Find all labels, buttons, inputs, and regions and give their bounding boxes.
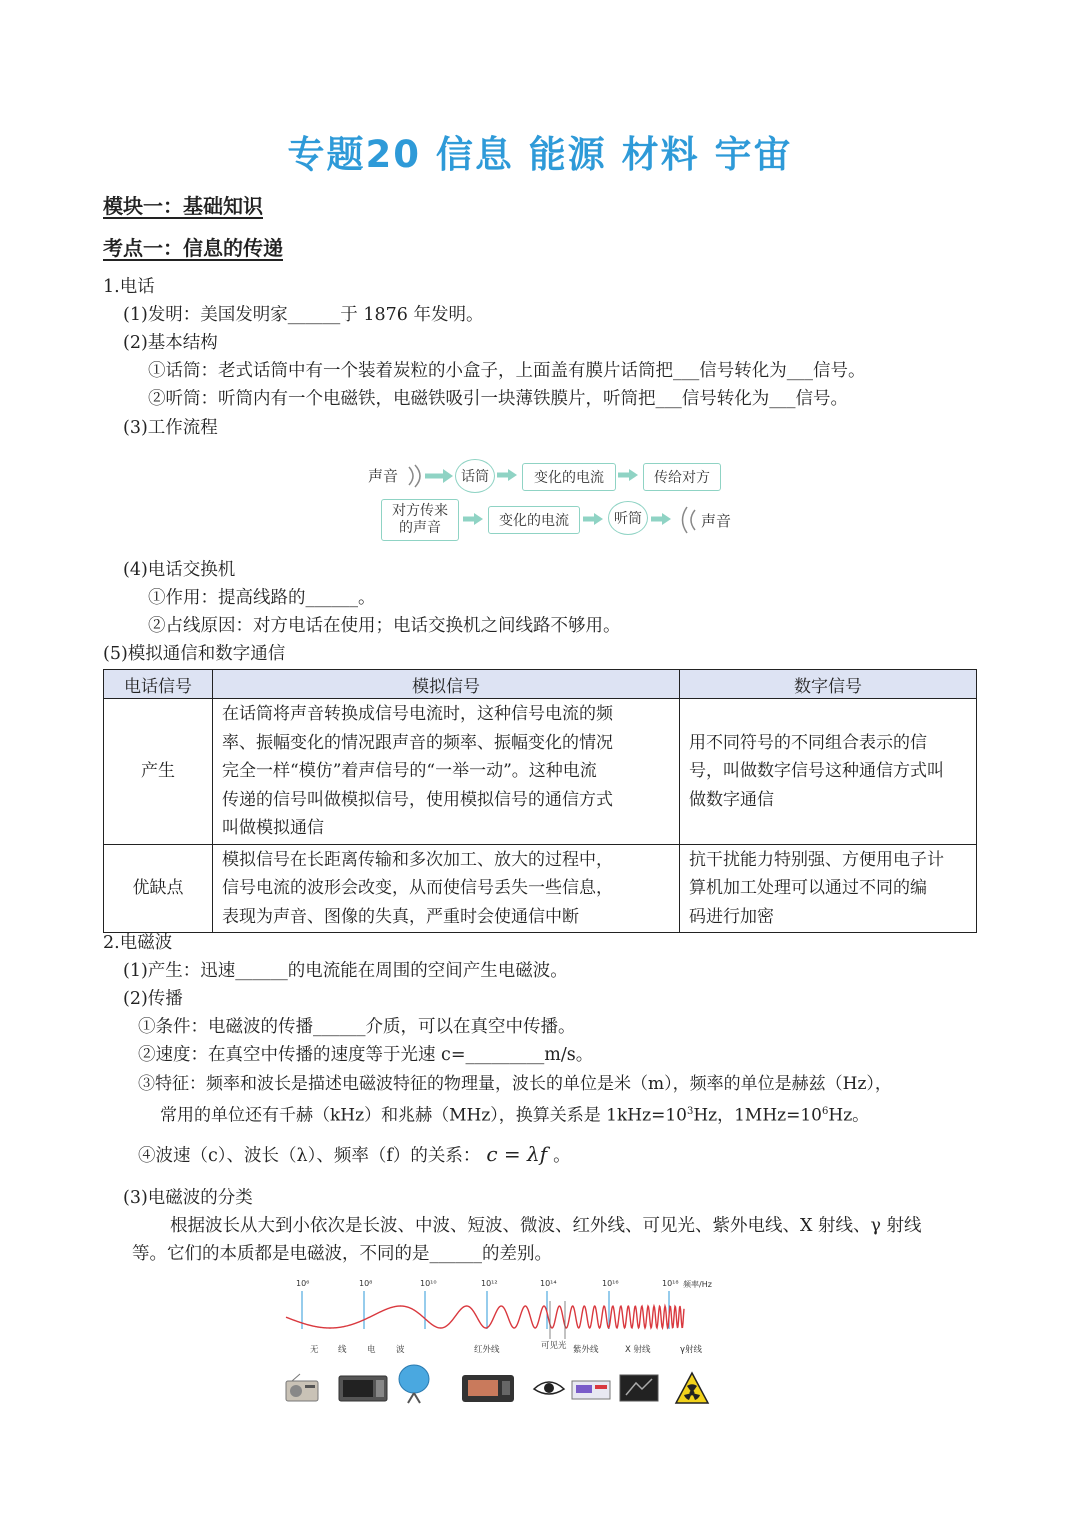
page-title: 专题20 信息 能源 材料 宇宙: [287, 133, 793, 176]
flow-current-1: 变化的电流: [522, 463, 616, 491]
radiation-icon: [674, 1371, 710, 1405]
flow-mic: 话筒: [455, 459, 495, 493]
section-em-heading: 2.电磁波: [103, 933, 173, 953]
spectrum-wave: [282, 1289, 722, 1345]
phone-flow-diagram: [365, 455, 745, 545]
exchange-role: ①作用：提高线路的______。: [148, 588, 376, 608]
arrow-icon: [583, 513, 603, 525]
table-row: [104, 844, 977, 933]
flow-heading: (3)工作流程: [123, 418, 218, 438]
em-class-line2: 等。它们的本质都是电磁波，不同的是______的差别。: [132, 1244, 552, 1264]
band-label: 波: [396, 1345, 405, 1355]
band-label: 红外线: [474, 1345, 500, 1355]
tick-label: 10¹⁸: [662, 1279, 679, 1288]
table-header: 电话信号: [104, 670, 213, 699]
tick-label: 10¹⁴: [540, 1279, 557, 1288]
section-phone-heading: 1.电话: [103, 277, 155, 297]
em-generation: (1)产生：迅速______的电流能在周围的空间产生电磁波。: [123, 961, 568, 981]
flow-receiver: 听筒: [608, 501, 648, 535]
flow-sound: 声音: [368, 467, 399, 485]
em-relation: ④波速（c）、波长（λ）、频率（f）的关系： c = λf 。: [138, 1142, 571, 1166]
table-header: 模拟信号: [213, 670, 680, 699]
em-feature-line2: 常用的单位还有千赫（kHz）和兆赫（MHz），换算关系是 $1kHz=10^3Hz$，$1MHz=10^6Hz$。: [160, 1105, 870, 1126]
row-label: 优缺点: [104, 844, 213, 933]
em-class-line1: 根据波长从大到小依次是长波、中波、短波、微波、红外线、可见光、紫外电线、X 射线、γ 射线: [170, 1216, 922, 1236]
analog-cell: 模拟信号在长距离传输和多次加工、放大的过程中， 信号电流的波形会改变，从而使信号丢失一些信息， 表现为声音、图像的失真，严重时会使通信中断: [213, 844, 680, 933]
em-speed: ②速度：在真空中传播的速度等于光速 c=_________m/s。: [138, 1045, 594, 1065]
signal-comparison-table: [103, 669, 977, 933]
digital-cell: 用不同符号的不同组合表示的信 号，叫做数字信号这种通信方式叫 做数字通信: [680, 699, 977, 845]
digital-cell: 抗干扰能力特别强、方便用电子计 算机加工处理可以通过不同的编 码进行加密: [680, 844, 977, 933]
tick-label: 10¹⁰: [420, 1279, 437, 1288]
topic-heading: 考点一：信息的传递: [103, 236, 283, 260]
arrow-icon: [618, 469, 638, 481]
band-label: 电: [367, 1345, 376, 1355]
sound-wave-icon: [405, 463, 455, 489]
em-condition: ①条件：电磁波的传播______介质，可以在真空中传播。: [138, 1017, 576, 1037]
axis-unit: 频率/Hz: [683, 1280, 712, 1289]
exchange-heading: (4)电话交换机: [123, 560, 236, 580]
band-label: γ射线: [680, 1345, 703, 1355]
exchange-busy: ②占线原因：对方电话在使用；电话交换机之间线路不够用。: [148, 616, 621, 636]
em-propagation: (2)传播: [123, 989, 183, 1009]
wave-formula: c = λf: [486, 1142, 548, 1166]
phone-mic: ①话筒：老式话筒中有一个装着炭粒的小盒子，上面盖有膜片话筒把___信号转化为___信号。: [148, 361, 866, 381]
row-label: 产生: [104, 699, 213, 845]
xray-film-icon: [618, 1373, 660, 1403]
module-heading: 模块一：基础知识: [103, 194, 263, 218]
arrow-icon: [463, 513, 483, 525]
phone-structure: (2)基本结构: [123, 333, 218, 353]
phone-receiver: ②听筒：听筒内有一个电磁铁，电磁铁吸引一块薄铁膜片，听筒把___信号转化为___信号。: [148, 389, 848, 409]
arrow-icon: [497, 469, 517, 481]
table-row: [104, 699, 977, 845]
radio-icon: [284, 1373, 320, 1403]
band-label: 无: [310, 1345, 319, 1355]
tick-label: 10¹²: [481, 1279, 498, 1288]
band-label: 紫外线: [573, 1345, 599, 1355]
flow-sound-out: 声音: [701, 512, 732, 530]
satellite-dish-icon: [394, 1363, 434, 1405]
tick-label: 10¹⁶: [602, 1279, 619, 1288]
analog-cell: 在话筒将声音转换成信号电流时，这种信号电流的频 率、振幅变化的情况跟声音的频率、振幅变化的情况 完全一样“模仿”着声信号的“一举一动”。这种电流 传递的信号叫做模拟信号，使用模拟信号的通信方式 叫做模拟通信: [213, 699, 680, 845]
em-feature-line1: ③特征：频率和波长是描述电磁波特征的物理量，波长的单位是米（m），频率的单位是赫兹（Hz），: [138, 1074, 892, 1094]
table-header-row: [104, 670, 977, 699]
eye-icon: [532, 1375, 566, 1399]
table-header: 数字信号: [680, 670, 977, 699]
arrow-icon: [651, 513, 671, 525]
flow-incoming-sound: 对方传来 的声音: [381, 499, 459, 541]
comm-heading: (5)模拟通信和数字通信: [103, 644, 286, 664]
flow-current-2: 变化的电流: [488, 506, 580, 534]
band-label: 可见光: [541, 1341, 567, 1351]
sound-wave-icon: [677, 505, 701, 535]
microwave-icon: [337, 1373, 389, 1403]
em-spectrum-figure: [282, 1275, 722, 1415]
tick-label: 10⁸: [359, 1279, 373, 1288]
uv-lamp-icon: [570, 1375, 612, 1403]
band-label: X 射线: [625, 1345, 651, 1355]
flow-send: 传给对方: [643, 463, 721, 491]
tv-icon: [460, 1373, 516, 1405]
tick-label: 10⁶: [296, 1279, 310, 1288]
phone-invention: (1)发明：美国发明家______于 1876 年发明。: [123, 305, 484, 325]
em-class-heading: (3)电磁波的分类: [123, 1188, 253, 1208]
band-label: 线: [338, 1345, 347, 1355]
